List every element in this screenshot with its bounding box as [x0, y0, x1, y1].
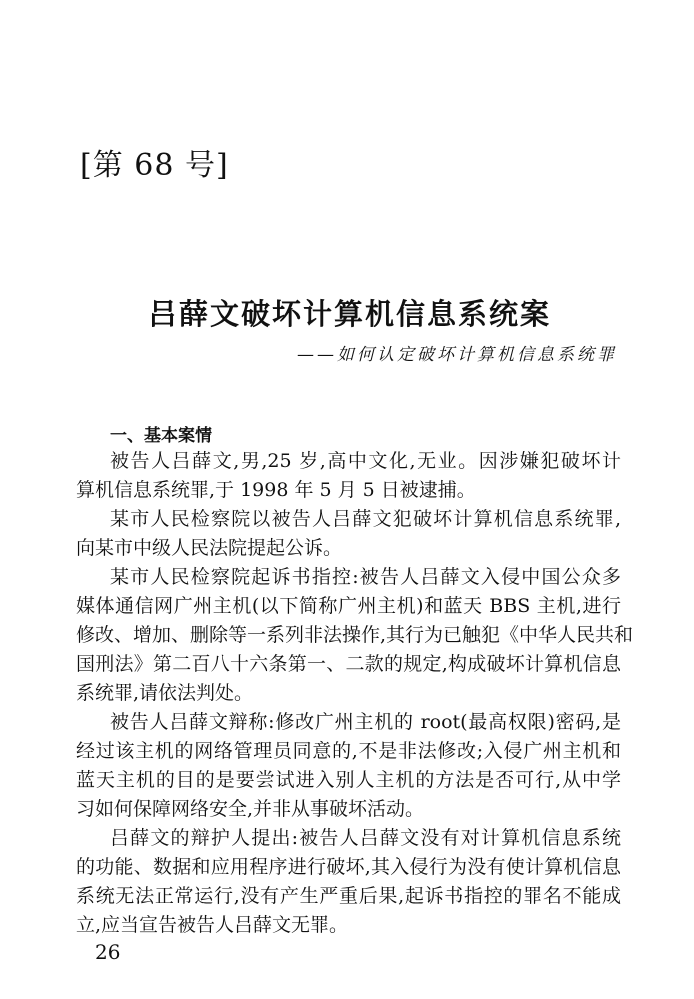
text-line: 经过该主机的网络管理员同意的,不是非法修改;入侵广州主机和 [76, 740, 621, 762]
text-line: 习如何保障网络安全,并非从事破坏活动。 [76, 798, 425, 820]
case-title: 吕薛文破坏计算机信息系统案 [148, 297, 552, 331]
text-line: 媒体通信网广州主机(以下简称广州主机)和蓝天 BBS 主机,进行 [76, 595, 621, 617]
case-number: [第 68 号] [80, 148, 229, 183]
case-subtitle: ——如何认定破坏计算机信息系统罪 [297, 345, 617, 365]
section-heading: 一、基本案情 [110, 426, 212, 446]
text-line: 被告人吕薛文,男,25 岁,高中文化,无业。因涉嫌犯破坏计 [110, 450, 621, 472]
text-line: 的功能、数据和应用程序进行破坏,其入侵行为没有使计算机信息 [76, 856, 621, 878]
text-line: 被告人吕薛文辩称:修改广州主机的 root(最高权限)密码,是 [110, 711, 621, 733]
text-line: 蓝天主机的目的是要尝试进入别人主机的方法是否可行,从中学 [76, 769, 621, 791]
text-line: 吕薛文的辩护人提出:被告人吕薛文没有对计算机信息系统 [110, 827, 621, 849]
text-line: 立,应当宣告被告人吕薛文无罪。 [76, 914, 349, 936]
text-line: 国刑法》第二百八十六条第一、二款的规定,构成破坏计算机信息 [76, 653, 621, 675]
text-line: 某市人民检察院起诉书指控:被告人吕薛文入侵中国公众多 [110, 566, 621, 588]
page-number: 26 [95, 940, 121, 964]
text-line: 系统罪,请依法判处。 [76, 682, 254, 704]
text-line: 向某市中级人民法院提起公诉。 [76, 537, 343, 559]
text-line: 算机信息系统罪,于 1998 年 5 月 5 日被逮捕。 [76, 479, 476, 501]
text-line: 某市人民检察院以被告人吕薛文犯破坏计算机信息系统罪, [110, 508, 621, 530]
text-line: 系统无法正常运行,没有产生严重后果,起诉书指控的罪名不能成 [76, 885, 621, 907]
text-line: 修改、增加、删除等一系列非法操作,其行为已触犯《中华人民共和 [76, 624, 634, 646]
